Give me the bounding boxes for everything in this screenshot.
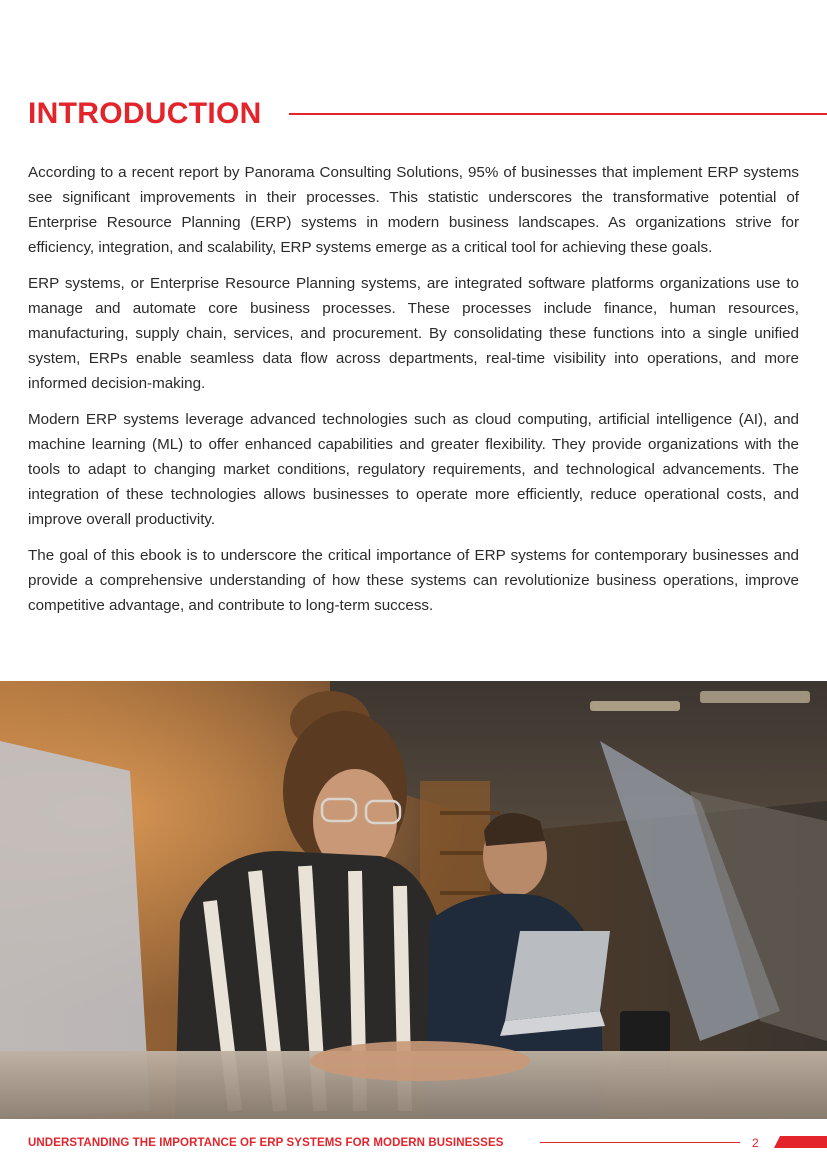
title-divider: [289, 113, 827, 115]
body-text: [28, 160, 799, 629]
page-number: 2: [752, 1136, 759, 1150]
paragraph-1: According to a recent report by Panorama Consulting Solutions, 95% of businesses that implement ERP systems see significant improvements in their processes. This statistic underscores the transformative potential of Enterprise Resource Planning (ERP) systems in modern business landscapes. As organizations strive for efficiency, integration, and scalability, ERP systems emerge as a critical tool for achieving these goals.: [28, 164, 799, 256]
paragraph-3: Modern ERP systems leverage advanced technologies such as cloud computing, artificial intelligence (AI), and machine learning (ML) to offer enhanced capabilities and greater flexibility. They provide organizations with the tools to adapt to changing market conditions, regulatory requirements, and technological advancements. The integration of these technologies allows businesses to operate more efficiently, reduce operational costs, and improve overall productivity.: [28, 411, 799, 528]
footer-divider: [540, 1142, 740, 1143]
footer-title: UNDERSTANDING THE IMPORTANCE OF ERP SYSTEMS FOR MODERN BUSINESSES: [28, 1137, 504, 1149]
office-photo: [0, 681, 827, 1119]
page-title: INTRODUCTION: [28, 97, 262, 130]
paragraph-4: The goal of this ebook is to underscore the critical importance of ERP systems for contemporary businesses and provide a comprehensive understanding of how these systems can revolutionize business operations, improve competitive advantage, and contribute to long-term success.: [28, 547, 799, 614]
paragraph-2: ERP systems, or Enterprise Resource Planning systems, are integrated software platforms organizations use to manage and automate core business processes. These processes include finance, human resources, manufacturing, supply chain, services, and procurement. By consolidating these functions into a single unified system, ERPs enable seamless data flow across departments, real-time visibility into operations, and more informed decision-making.: [28, 275, 799, 392]
section-header: [28, 94, 827, 134]
footer-accent-bar: [774, 1136, 827, 1148]
page-footer: [0, 1134, 827, 1154]
